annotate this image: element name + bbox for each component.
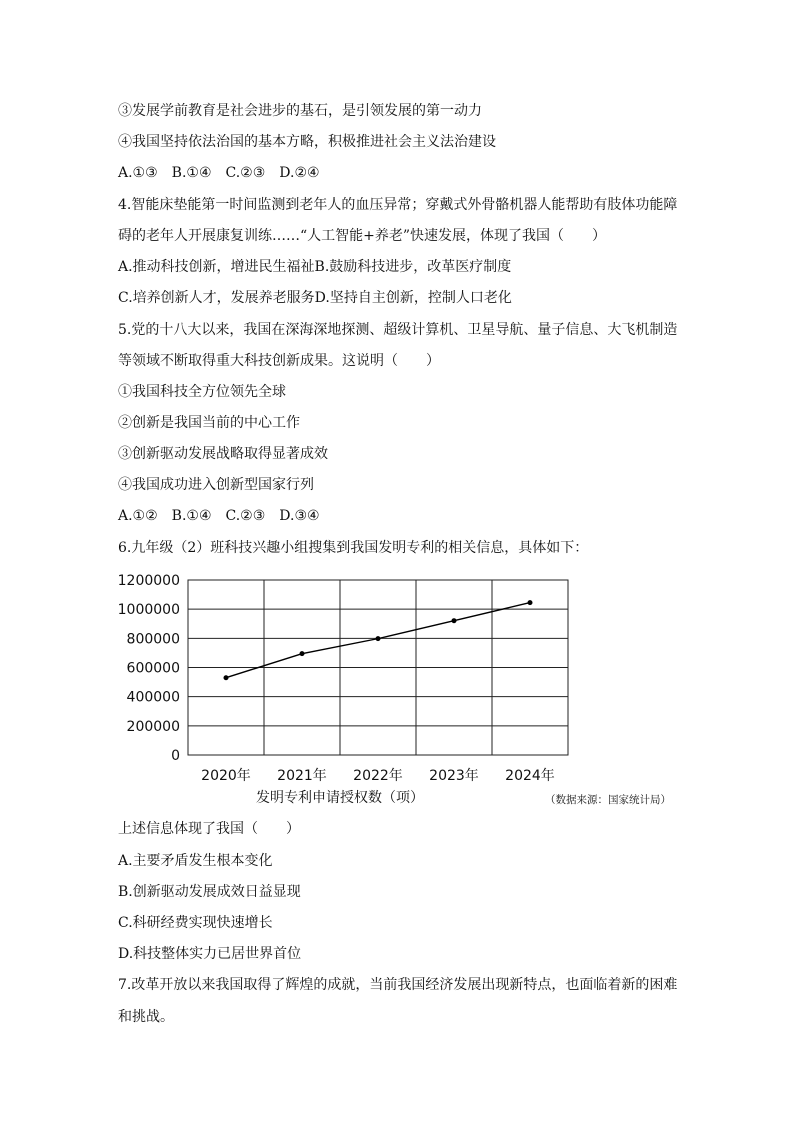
option-line: ①我国科技全方位领先全球 bbox=[118, 384, 286, 400]
answer-option-c: C.科研经费实现快速增长 bbox=[118, 915, 273, 931]
question-6-text: 6.九年级（2）班科技兴趣小组搜集到我国发明专利的相关信息，具体如下： bbox=[118, 540, 589, 556]
x-axis-title: 发明专利申请授权数（项） bbox=[256, 790, 424, 806]
data-source-note: （数据来源：国家统计局） bbox=[545, 794, 671, 806]
question-4-text: 碍的老年人开展康复训练……“人工智能+养老”快速发展，体现了我国（ ） bbox=[118, 228, 607, 244]
answer-choices: A.①② B.①④ C.②③ D.③④ bbox=[118, 508, 320, 524]
answer-option-d: D.科技整体实力已居世界首位 bbox=[118, 946, 302, 962]
answer-choices: C.培养创新人才，发展养老服务D.坚持自主创新，控制人口老化 bbox=[118, 290, 512, 306]
x-tick-label: 2021年 bbox=[277, 768, 327, 784]
option-line: ④我国成功进入创新型国家行列 bbox=[118, 477, 314, 493]
question-7-text: 和挑战。 bbox=[118, 1009, 174, 1025]
answer-choices: A.①③ B.①④ C.②③ D.②④ bbox=[118, 165, 320, 181]
option-line: ②创新是我国当前的中心工作 bbox=[118, 415, 300, 431]
y-tick-label: 200000 bbox=[126, 718, 180, 735]
question-5-text: 等领域不断取得重大科技创新成果。这说明（ ） bbox=[118, 353, 440, 369]
x-tick-label: 2023年 bbox=[429, 768, 479, 784]
answer-choices: A.推动科技创新，增进民生福祉B.鼓励科技进步，改革医疗制度 bbox=[118, 259, 512, 275]
data-point bbox=[452, 618, 457, 623]
question-7-text: 7.改革开放以来我国取得了辉煌的成就，当前我国经济发展出现新特点，也面临着新的困难 bbox=[118, 977, 678, 993]
y-tick-label: 1200000 bbox=[118, 573, 180, 589]
option-line: ③发展学前教育是社会进步的基石，是引领发展的第一动力 bbox=[118, 103, 482, 119]
question-6-stem: 上述信息体现了我国（ ） bbox=[118, 821, 300, 837]
answer-option-b: B.创新驱动发展成效日益显现 bbox=[118, 884, 301, 900]
y-tick-label: 400000 bbox=[126, 689, 180, 706]
data-point bbox=[300, 651, 305, 656]
data-point bbox=[376, 636, 381, 641]
option-line: ④我国坚持依法治国的基本方略，积极推进社会主义法治建设 bbox=[118, 134, 496, 150]
y-tick-label: 600000 bbox=[126, 660, 180, 677]
y-tick-label: 0 bbox=[171, 748, 180, 764]
option-line: ③创新驱动发展战略取得显著成效 bbox=[118, 446, 328, 462]
data-point bbox=[224, 675, 229, 680]
patent-line-chart bbox=[118, 566, 678, 810]
question-5-text: 5.党的十八大以来，我国在深海深地探测、超级计算机、卫星导航、量子信息、大飞机制造 bbox=[118, 322, 678, 338]
question-4-text: 4.智能床垫能第一时间监测到老年人的血压异常；穿戴式外骨骼机器人能帮助有肢体功能障 bbox=[118, 197, 678, 213]
data-point bbox=[528, 600, 533, 605]
y-tick-label: 1000000 bbox=[118, 602, 180, 619]
x-tick-label: 2022年 bbox=[353, 768, 403, 784]
answer-option-a: A.主要矛盾发生根本变化 bbox=[118, 853, 273, 869]
y-tick-label: 800000 bbox=[126, 631, 180, 648]
x-tick-label: 2020年 bbox=[201, 768, 251, 784]
x-tick-label: 2024年 bbox=[505, 768, 555, 784]
